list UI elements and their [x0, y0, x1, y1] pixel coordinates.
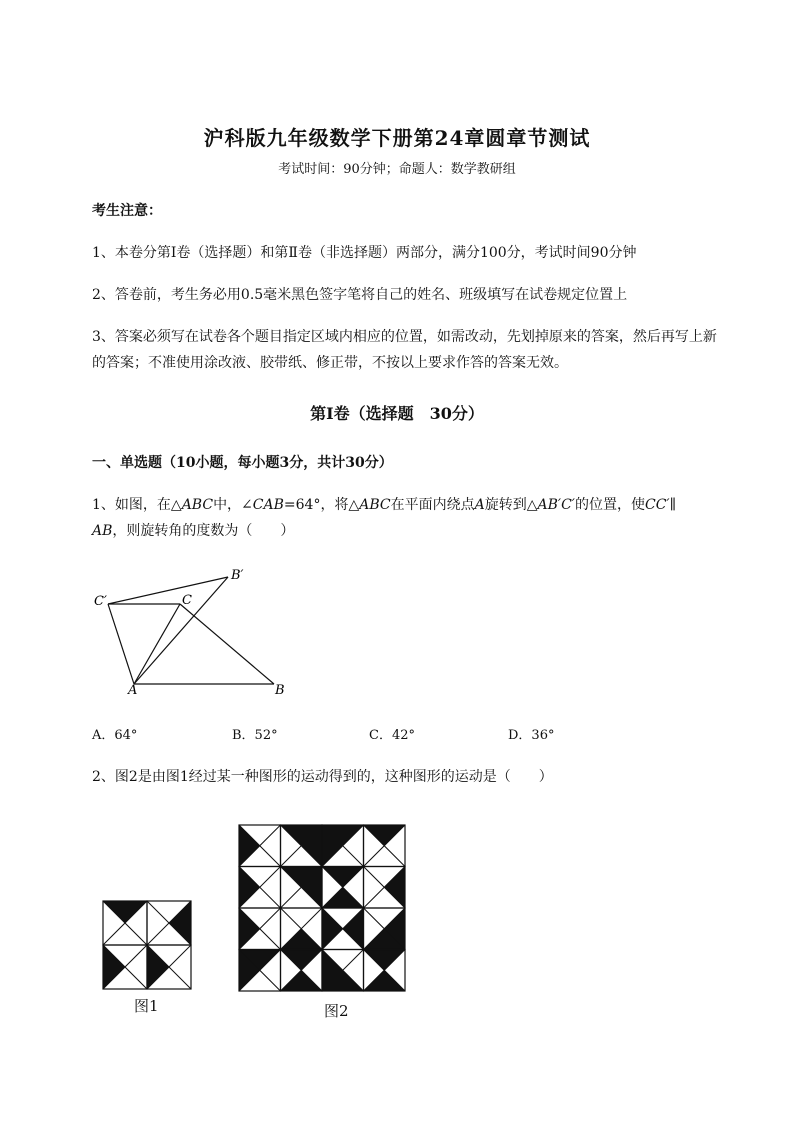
shaded-triangle	[364, 950, 406, 971]
choice-a[interactable]: A．64°	[92, 728, 138, 743]
figure-2	[238, 824, 406, 992]
q2-text: 2、图2是由图1经过某一种图形的运动得到的，这种图形的运动是（ ）	[92, 769, 553, 785]
q1-line2: AB，则旋转角的度数为（ ）	[92, 523, 295, 539]
shaded-triangle	[103, 901, 147, 923]
shaded-triangle	[239, 908, 260, 950]
label-a: A	[128, 683, 138, 698]
part-heading: 一、单选题（10小题，每小题3分，共计30分）	[92, 455, 393, 471]
shaded-triangle	[147, 945, 169, 989]
shaded-triangle	[322, 887, 364, 908]
shaded-triangle	[239, 825, 260, 867]
exam-info: 考试时间：90分钟；命题人：数学教研组	[278, 162, 516, 177]
choice-d[interactable]: D．36°	[508, 728, 555, 743]
shaded-triangle	[169, 901, 191, 945]
shaded-triangle	[384, 867, 405, 909]
figure-2-caption: 图2	[324, 1002, 349, 1020]
shaded-triangle	[103, 945, 125, 989]
figure-1-caption: 图1	[134, 997, 159, 1015]
label-b-prime: B′	[231, 568, 244, 583]
notice-item-1: 1、本卷分第I卷（选择题）和第Ⅱ卷（非选择题）两部分，满分100分，考试时间90分钟	[92, 245, 637, 261]
q1-choices	[92, 724, 592, 744]
section-title: 第I卷（选择题 30分）	[310, 404, 484, 423]
shaded-triangle	[239, 867, 260, 909]
figure-1	[102, 900, 192, 990]
notice-item-3-cont: 的答案；不准使用涂改液、胶带纸、修正带，不按以上要求作答的答案无效。	[92, 355, 568, 371]
q1-line1: 1、如图，在△ABC中，∠CAB=64°，将△ABC在平面内绕点A旋转到△AB′C′的位置，使CC′∥	[92, 497, 677, 513]
notice-item-3: 3、答案必须写在试卷各个题目指定区域内相应的位置，如需改动，先划掉原来的答案，然后再写上新	[92, 329, 717, 345]
notice-heading: 考生注意：	[92, 203, 162, 219]
shaded-triangle	[364, 970, 406, 991]
label-b: B	[275, 683, 285, 698]
shaded-triangle	[343, 908, 364, 950]
shaded-triangle	[281, 970, 323, 991]
shaded-triangle	[322, 908, 343, 950]
page-title: 沪科版九年级数学下册第24章圆章节测试	[203, 126, 591, 150]
shaded-triangle	[322, 867, 364, 888]
choice-b[interactable]: B．52°	[232, 728, 278, 743]
label-c-prime: C′	[94, 594, 107, 609]
shaded-triangle	[281, 929, 323, 950]
choice-c[interactable]: C．42°	[369, 728, 415, 743]
shaded-triangle	[364, 825, 406, 846]
notice-item-2: 2、答卷前，考生务必用0.5毫米黑色签字笔将自己的姓名、班级填写在试卷规定位置上	[92, 287, 628, 303]
q1-triangle-figure	[88, 560, 298, 700]
shaded-triangle	[281, 950, 323, 971]
label-c: C	[182, 593, 192, 608]
